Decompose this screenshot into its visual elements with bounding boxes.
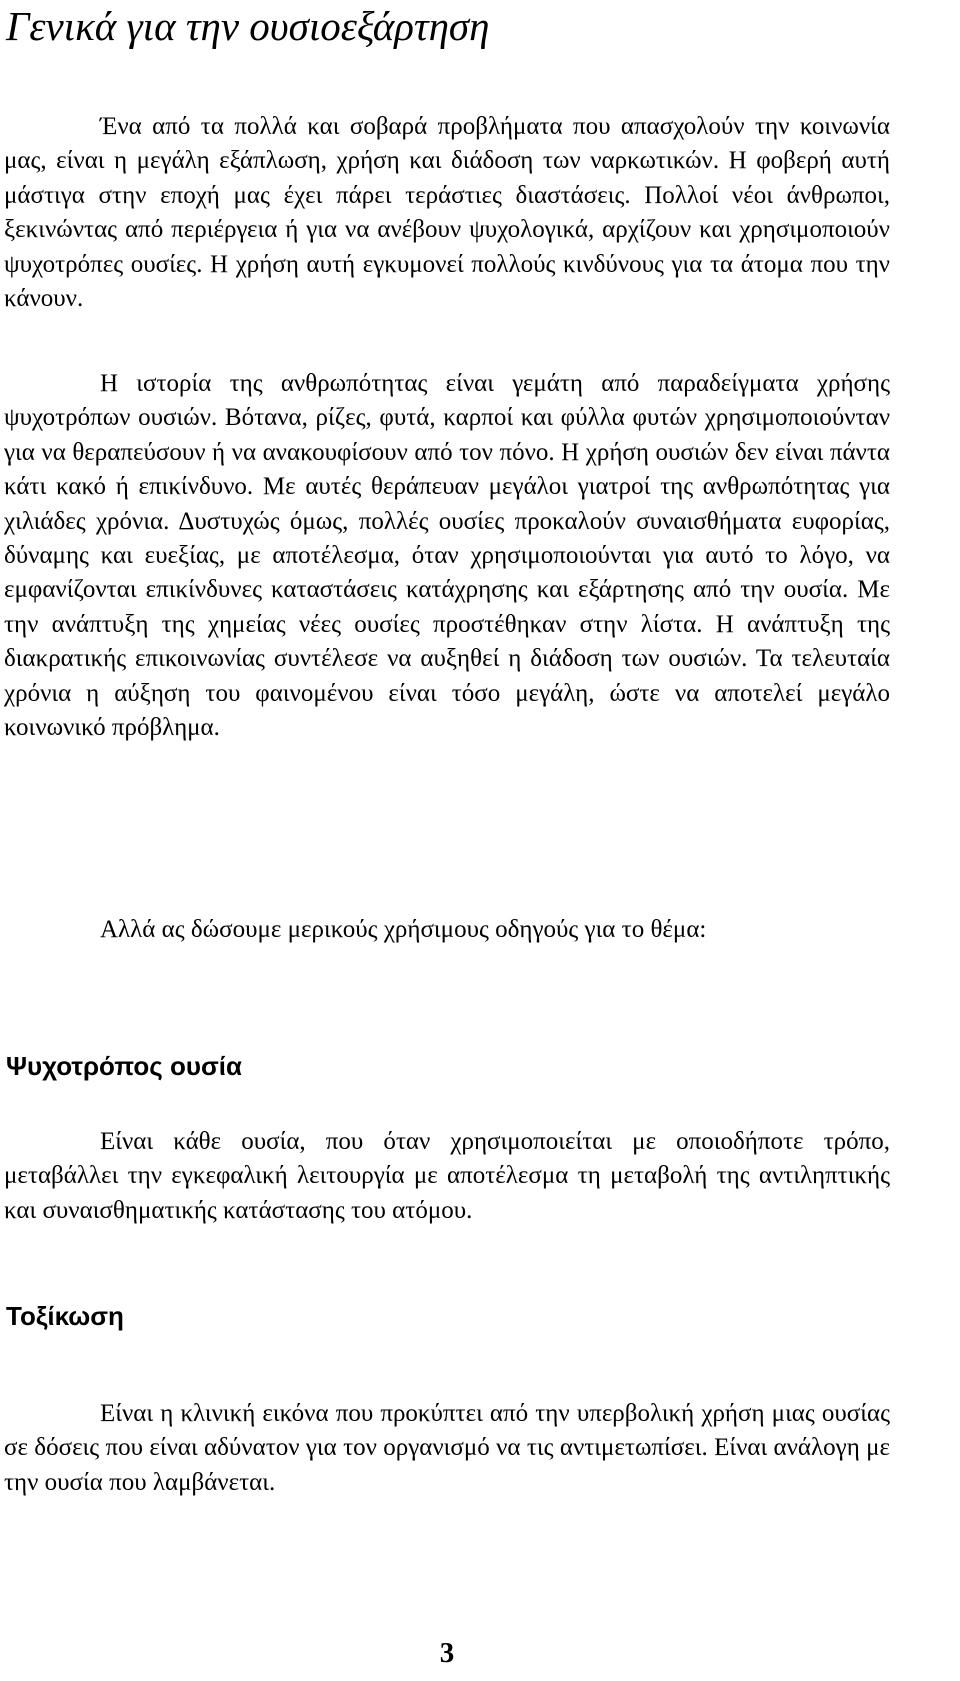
section-text-psychotropic-substance: Είναι κάθε ουσία, που όταν χρησιμοποιείται με οποιοδήποτε τρόπο, μεταβάλλει την εγκεφαλική λειτουργία με αποτέλεσμα τη μεταβολή της αντιληπτικής και συναισθηματικής κατάστασης του ατόμου. — [4, 1128, 890, 1224]
page-number: 3 — [439, 1637, 455, 1669]
section-text-intoxication: Είναι η κλινική εικόνα που προκύπτει από την υπερβολική χρήση μιας ουσίας σε δόσεις που είναι αδύνατον για τον οργανισμό να τις αντιμετωπίσει. Είναι ανάλογη με την ουσία που λαμβάνεται. — [4, 1400, 890, 1496]
history-paragraph: Η ιστορία της ανθρωπότητας είναι γεμάτη από παραδείγματα χρήσης ψυχοτρόπων ουσιών. Βότανα, ρίζες, φυτά, καρποί και φύλλα φυτών χρησιμοποιούνταν για να θεραπεύσουν ή να ανακουφίσουν από τον πόνο. Η χρήση ουσιών δεν είναι πάντα κάτι κακό ή επικίνδυνο. Με αυτές θεράπευαν μεγάλοι γιατροί της ανθρωπότητας για χιλιάδες χρόνια. Δυστυχώς όμως, πολλές ουσίες προκαλούν συναισθήματα ευφορίας, δύναμης και ευεξίας, με αποτέλεσμα, όταν χρησιμοποιούνται για αυτό το λόγο, να εμφανίζονται επικίνδυνες καταστάσεις κατάχρησης και εξάρτησης από την ουσία. Με την ανάπτυξη της χημείας νέες ουσίες προστέθηκαν στην λίστα. Η ανάπτυξη της διακρατικής επικοινωνίας συντέλεσε να αυξηθεί η διάδοση των ουσιών. Τα τελευταία χρόνια η αύξηση του φαινομένου είναι τόσο μεγάλη, ώστε να αποτελεί μεγάλο κοινωνικό πρόβλημα. — [4, 370, 890, 742]
page-title: Γενικά για την ουσιοεξάρτηση — [6, 3, 490, 49]
transition-paragraph: Αλλά ας δώσουμε μερικούς χρήσιμους οδηγούς για το θέμα: — [100, 916, 707, 943]
intro-paragraph: Ένα από τα πολλά και σοβαρά προβλήματα που απασχολούν την κοινωνία μας, είναι η μεγάλη εξάπλωση, χρήση και διάδοση των ναρκωτικών. Η φοβερή αυτή μάστιγα στην εποχή μας έχει πάρει τεράστιες διαστάσεις. Πολλοί νέοι άνθρωποι, ξεκινώντας από περιέργεια ή για να ανέβουν ψυχολογικά, αρχίζουν και χρησιμοποιούν ψυχοτρόπες ουσίες. Η χρήση αυτή εγκυμονεί πολλούς κινδύνους για τα άτομα που την κάνουν. — [4, 113, 890, 313]
section-heading-intoxication: Τοξίκωση — [6, 1301, 124, 1331]
section-heading-psychotropic-substance: Ψυχοτρόπος ουσία — [6, 1051, 243, 1081]
